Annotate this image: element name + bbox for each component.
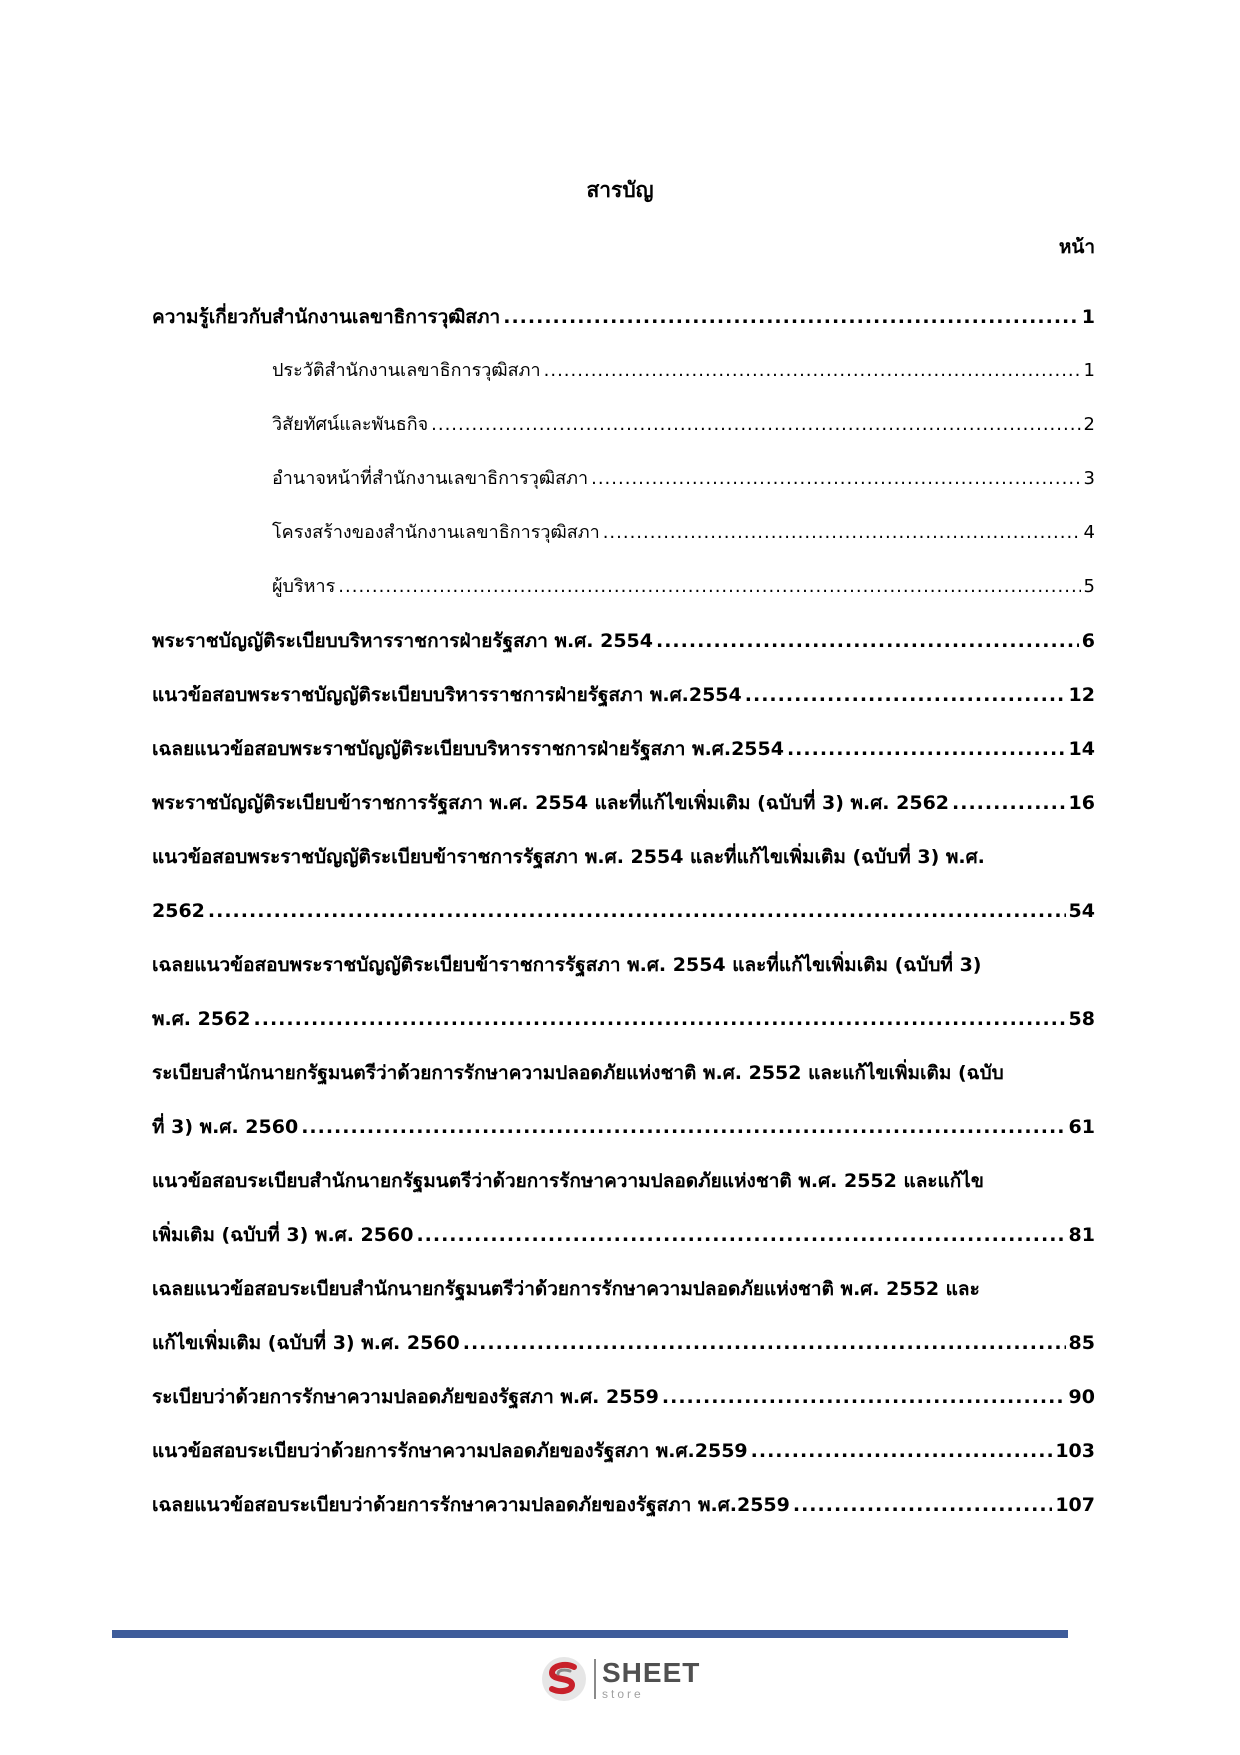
dot-leader bbox=[793, 1478, 1052, 1532]
toc-entry-title: ประวัติสำนักงานเลขาธิการวุฒิสภา bbox=[272, 360, 541, 381]
toc-entry-title: เพิ่มเติม (ฉบับที่ 3) พ.ศ. 2560 bbox=[152, 1224, 414, 1246]
logo-brand-word: SHEET bbox=[602, 1656, 701, 1688]
toc-entry-title: ผู้บริหาร bbox=[272, 576, 336, 597]
toc-entry-title-line: เฉลยแนวข้อสอบพระราชบัญญัติระเบียบข้าราชการรัฐสภา พ.ศ. 2554 และที่แก้ไขเพิ่มเติม (ฉบับที่ 3) bbox=[152, 954, 982, 976]
toc-entry-title-line: เฉลยแนวข้อสอบระเบียบสำนักนายกรัฐมนตรีว่าด้วยการรักษาความปลอดภัยแห่งชาติ พ.ศ. 2552 และ bbox=[152, 1278, 980, 1300]
dot-leader bbox=[591, 452, 1080, 506]
toc-entry-title: เฉลยแนวข้อสอบระเบียบว่าด้วยการรักษาความปลอดภัยของรัฐสภา พ.ศ.2559 bbox=[152, 1494, 790, 1516]
toc-entry-title-line: ระเบียบสำนักนายกรัฐมนตรีว่าด้วยการรักษาความปลอดภัยแห่งชาติ พ.ศ. 2552 และแก้ไขเพิ่มเติม (ฉบับ bbox=[152, 1062, 1004, 1084]
toc-entry-title: พ.ศ. 2562 bbox=[152, 1008, 251, 1030]
toc-entry-line bbox=[152, 722, 1095, 776]
toc-page-number: 2 bbox=[1083, 414, 1095, 435]
toc-entry-line bbox=[152, 1478, 1095, 1532]
dot-leader bbox=[745, 668, 1066, 722]
toc-entry-title: แนวข้อสอบระเบียบว่าด้วยการรักษาความปลอดภัยของรัฐสภา พ.ศ.2559 bbox=[152, 1440, 748, 1462]
toc-entry bbox=[152, 722, 1095, 776]
toc-entry-title: ที่ 3) พ.ศ. 2560 bbox=[152, 1116, 299, 1138]
toc-entry bbox=[152, 1046, 1095, 1154]
toc-entry-line bbox=[152, 668, 1095, 722]
toc-entry-line bbox=[152, 614, 1095, 668]
toc-page-number: 85 bbox=[1068, 1332, 1095, 1354]
dot-leader bbox=[431, 398, 1080, 452]
page-column-label: หน้า bbox=[1058, 236, 1095, 258]
toc-subentry bbox=[152, 398, 1095, 452]
toc-entry bbox=[152, 614, 1095, 668]
toc-entry bbox=[152, 1262, 1095, 1370]
toc-entry-line bbox=[152, 1100, 1095, 1154]
toc-entry-line bbox=[152, 290, 1095, 344]
toc-entry-line bbox=[152, 884, 1095, 938]
toc-page-number: 90 bbox=[1068, 1386, 1095, 1408]
dot-leader bbox=[603, 506, 1081, 560]
toc-entry-line bbox=[272, 398, 1095, 452]
footer-divider bbox=[112, 1630, 1068, 1638]
toc-entry bbox=[152, 1154, 1095, 1262]
toc-entry bbox=[152, 1424, 1095, 1478]
toc-subentry bbox=[152, 344, 1095, 398]
toc-entry-title: 2562 bbox=[152, 900, 205, 922]
toc-page-number: 61 bbox=[1068, 1116, 1095, 1138]
toc-entry-line bbox=[152, 992, 1095, 1046]
toc-page-number: 107 bbox=[1055, 1494, 1095, 1516]
toc-page-number: 14 bbox=[1068, 738, 1095, 760]
toc-page-number: 16 bbox=[1068, 792, 1095, 814]
toc-entry-line bbox=[152, 776, 1095, 830]
dot-leader bbox=[662, 1370, 1066, 1424]
toc-page-number: 81 bbox=[1068, 1224, 1095, 1246]
toc-entry-title: อำนาจหน้าที่สำนักงานเลขาธิการวุฒิสภา bbox=[272, 468, 589, 489]
toc-subentry bbox=[152, 560, 1095, 614]
toc-entry-line bbox=[152, 1370, 1095, 1424]
dot-leader bbox=[656, 614, 1079, 668]
toc-entry-line bbox=[152, 1208, 1095, 1262]
toc-entry-title: เฉลยแนวข้อสอบพระราชบัญญัติระเบียบบริหารราชการฝ่ายรัฐสภา พ.ศ.2554 bbox=[152, 738, 784, 760]
toc-entry bbox=[152, 830, 1095, 938]
dot-leader bbox=[208, 884, 1066, 938]
toc-page-number: 1 bbox=[1081, 306, 1095, 328]
toc-entry-line bbox=[152, 1424, 1095, 1478]
dot-leader bbox=[787, 722, 1066, 776]
dot-leader bbox=[301, 1100, 1065, 1154]
toc-entry-line bbox=[152, 1316, 1095, 1370]
dot-leader bbox=[503, 290, 1079, 344]
dot-leader bbox=[751, 1424, 1053, 1478]
toc-entry-title: แนวข้อสอบพระราชบัญญัติระเบียบบริหารราชการฝ่ายรัฐสภา พ.ศ.2554 bbox=[152, 684, 742, 706]
toc-entry-line bbox=[272, 506, 1095, 560]
dot-leader bbox=[338, 560, 1080, 614]
toc-entry-line bbox=[272, 344, 1095, 398]
toc-page-number: 54 bbox=[1068, 900, 1095, 922]
toc-page-number: 3 bbox=[1083, 468, 1095, 489]
toc-entry bbox=[152, 1370, 1095, 1424]
dot-leader bbox=[254, 992, 1066, 1046]
toc-page-number: 5 bbox=[1083, 576, 1095, 597]
toc-entry-title-line: แนวข้อสอบระเบียบสำนักนายกรัฐมนตรีว่าด้วยการรักษาความปลอดภัยแห่งชาติ พ.ศ. 2552 และแก้ไข bbox=[152, 1170, 984, 1192]
sheet-store-logo bbox=[540, 1653, 700, 1705]
toc-entry-line bbox=[272, 452, 1095, 506]
toc-page-number: 12 bbox=[1068, 684, 1095, 706]
toc-entry bbox=[152, 668, 1095, 722]
logo-text bbox=[602, 1656, 701, 1701]
dot-leader bbox=[463, 1316, 1066, 1370]
toc-page-number: 4 bbox=[1083, 522, 1095, 543]
logo-separator bbox=[594, 1659, 596, 1699]
sheet-store-s-logo-icon bbox=[540, 1655, 588, 1703]
table-of-contents bbox=[152, 290, 1095, 1532]
toc-entry bbox=[152, 938, 1095, 1046]
toc-subentry bbox=[152, 506, 1095, 560]
logo-brand-sub: store bbox=[602, 1686, 644, 1701]
toc-entry-title: วิสัยทัศน์และพันธกิจ bbox=[272, 414, 429, 435]
toc-entry-line bbox=[272, 560, 1095, 614]
toc-page-number: 1 bbox=[1083, 360, 1095, 381]
toc-page-number: 6 bbox=[1081, 630, 1095, 652]
dot-leader bbox=[416, 1208, 1065, 1262]
toc-page-number: 58 bbox=[1068, 1008, 1095, 1030]
toc-entry bbox=[152, 776, 1095, 830]
toc-entry-title: ความรู้เกี่ยวกับสำนักงานเลขาธิการวุฒิสภา bbox=[152, 306, 501, 328]
toc-entry-title: พระราชบัญญัติระเบียบบริหารราชการฝ่ายรัฐสภา พ.ศ. 2554 bbox=[152, 630, 653, 652]
toc-page-number: 103 bbox=[1055, 1440, 1095, 1462]
toc-entry-title-line: แนวข้อสอบพระราชบัญญัติระเบียบข้าราชการรัฐสภา พ.ศ. 2554 และที่แก้ไขเพิ่มเติม (ฉบับที่ 3) พ.ศ. bbox=[152, 846, 985, 868]
toc-entry-title: พระราชบัญญัติระเบียบข้าราชการรัฐสภา พ.ศ. 2554 และที่แก้ไขเพิ่มเติม (ฉบับที่ 3) พ.ศ. 2562 bbox=[152, 792, 950, 814]
dot-leader bbox=[952, 776, 1066, 830]
toc-entry bbox=[152, 290, 1095, 344]
toc-title: สารบัญ bbox=[586, 178, 654, 202]
toc-subentry bbox=[152, 452, 1095, 506]
toc-entry-title: แก้ไขเพิ่มเติม (ฉบับที่ 3) พ.ศ. 2560 bbox=[152, 1332, 460, 1354]
toc-entry-title: โครงสร้างของสำนักงานเลขาธิการวุฒิสภา bbox=[272, 522, 600, 543]
toc-entry bbox=[152, 1478, 1095, 1532]
toc-entry-title: ระเบียบว่าด้วยการรักษาความปลอดภัยของรัฐสภา พ.ศ. 2559 bbox=[152, 1386, 659, 1408]
dot-leader bbox=[544, 344, 1081, 398]
